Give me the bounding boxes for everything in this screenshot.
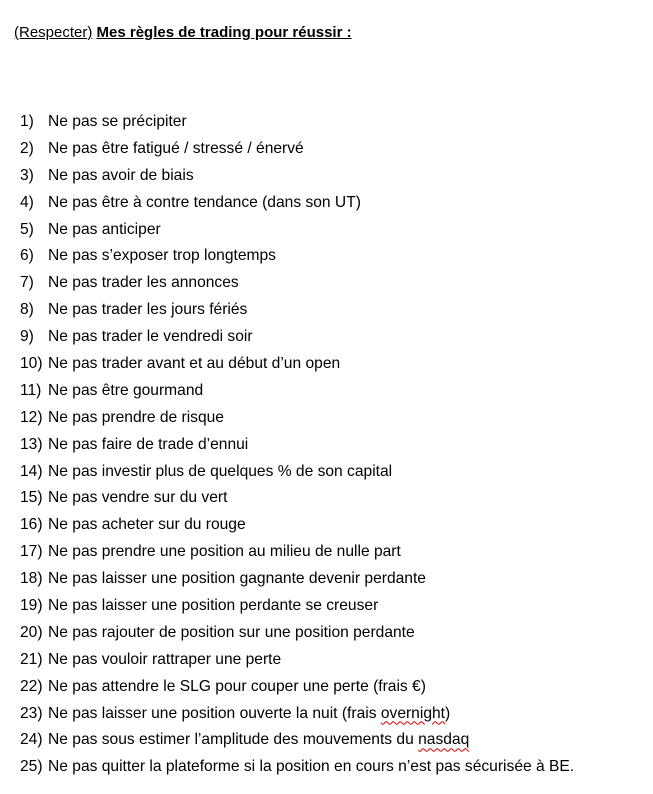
document-title bbox=[14, 24, 352, 42]
rule-item-5 bbox=[20, 217, 574, 244]
rule-text: Ne pas prendre de risque bbox=[48, 408, 224, 426]
rules-list bbox=[20, 109, 574, 781]
rule-text: Ne pas laisser une position perdante se creuser bbox=[48, 597, 379, 615]
rule-number: 22) bbox=[20, 677, 43, 695]
rule-number: 3) bbox=[20, 166, 34, 184]
rule-number: 10) bbox=[20, 355, 43, 373]
rule-number: 23) bbox=[20, 704, 43, 722]
rule-text: Ne pas prendre une position au milieu de nulle part bbox=[48, 543, 401, 561]
rule-item-22 bbox=[20, 674, 574, 701]
rule-number: 15) bbox=[20, 489, 43, 507]
rule-text: Ne pas trader avant et au début d’un open bbox=[48, 355, 341, 373]
rule-text: Ne pas laisser une position gagnante devenir perdante bbox=[48, 570, 426, 588]
rule-text: Ne pas avoir de biais bbox=[48, 166, 194, 184]
rule-text bbox=[48, 701, 450, 728]
title-text: Mes règles de trading pour réussir : bbox=[96, 24, 352, 41]
spellcheck-marked-word: overnight bbox=[380, 704, 445, 722]
rule-item-3 bbox=[20, 163, 574, 190]
rule-item-14 bbox=[20, 459, 574, 486]
rule-text: Ne pas être à contre tendance (dans son UT) bbox=[48, 193, 361, 211]
rule-text: Ne pas être gourmand bbox=[48, 381, 204, 399]
rule-number: 1) bbox=[20, 113, 34, 130]
rule-text: Ne pas rajouter de position sur une position perdante bbox=[48, 623, 415, 641]
rule-number: 16) bbox=[20, 516, 43, 534]
rule-text bbox=[48, 727, 469, 754]
rule-number: 8) bbox=[20, 301, 34, 319]
rule-item-21 bbox=[20, 647, 574, 674]
rule-item-4 bbox=[20, 190, 574, 217]
rule-number: 18) bbox=[20, 570, 43, 588]
rule-number: 12) bbox=[20, 408, 43, 426]
rule-number: 2) bbox=[20, 139, 34, 157]
rule-item-15 bbox=[20, 485, 574, 512]
rule-text: Ne pas trader les annonces bbox=[48, 274, 239, 292]
rule-text: Ne pas être fatigué / stressé / énervé bbox=[48, 139, 304, 157]
rule-item-25 bbox=[20, 754, 574, 781]
rule-item-2 bbox=[20, 136, 574, 163]
rule-number: 14) bbox=[20, 462, 43, 480]
rule-text: Ne pas acheter sur du rouge bbox=[48, 516, 246, 534]
rule-number: 5) bbox=[20, 220, 34, 238]
rule-text: Ne pas trader le vendredi soir bbox=[48, 328, 253, 346]
rule-text-segment: ) bbox=[445, 704, 451, 722]
rule-text: Ne pas vendre sur du vert bbox=[48, 489, 228, 507]
title-prefix: (Respecter) bbox=[14, 24, 93, 41]
rule-item-18 bbox=[20, 566, 574, 593]
rule-item-10 bbox=[20, 351, 574, 378]
rule-item-24 bbox=[20, 727, 574, 754]
rule-number: 7) bbox=[20, 274, 34, 292]
rule-text: Ne pas attendre le SLG pour couper une perte (frais €) bbox=[48, 677, 426, 695]
rule-number: 20) bbox=[20, 623, 43, 641]
rule-item-17 bbox=[20, 539, 574, 566]
rule-text: Ne pas quitter la plateforme si la position en cours n’est pas sécurisée à BE. bbox=[48, 758, 575, 776]
rule-item-8 bbox=[20, 297, 574, 324]
rule-item-9 bbox=[20, 324, 574, 351]
rule-item-7 bbox=[20, 270, 574, 297]
rule-number: 21) bbox=[20, 650, 43, 668]
rule-item-23 bbox=[20, 701, 574, 728]
rule-item-1 bbox=[20, 109, 574, 136]
rule-text-segment: Ne pas sous estimer l’amplitude des mouvements du bbox=[48, 731, 419, 749]
rule-text: Ne pas vouloir rattraper une perte bbox=[48, 650, 282, 668]
rule-item-6 bbox=[20, 243, 574, 270]
rule-number: 11) bbox=[20, 381, 42, 399]
rule-number: 17) bbox=[20, 543, 43, 561]
rule-item-16 bbox=[20, 512, 574, 539]
rule-text: Ne pas anticiper bbox=[48, 220, 161, 238]
rule-number: 4) bbox=[20, 193, 34, 211]
rule-text: Ne pas investir plus de quelques % de son capital bbox=[48, 462, 393, 480]
rule-item-13 bbox=[20, 432, 574, 459]
rule-text: Ne pas faire de trade d’ennui bbox=[48, 435, 249, 453]
rule-text: Ne pas trader les jours fériés bbox=[48, 301, 248, 319]
rule-number: 13) bbox=[20, 435, 43, 453]
rule-number: 6) bbox=[20, 247, 34, 265]
rule-number: 25) bbox=[20, 758, 43, 776]
rule-text: Ne pas s’exposer trop longtemps bbox=[48, 247, 276, 265]
rule-number: 19) bbox=[20, 597, 43, 615]
rule-item-12 bbox=[20, 405, 574, 432]
rule-text: Ne pas se précipiter bbox=[48, 113, 187, 130]
rule-item-19 bbox=[20, 593, 574, 620]
rule-text-segment: Ne pas laisser une position ouverte la nuit (frais bbox=[48, 704, 381, 722]
rule-number: 9) bbox=[20, 328, 34, 346]
rule-number: 24) bbox=[20, 731, 43, 749]
rule-item-20 bbox=[20, 620, 574, 647]
rule-item-11 bbox=[20, 378, 574, 405]
spellcheck-marked-word: nasdaq bbox=[418, 731, 470, 749]
